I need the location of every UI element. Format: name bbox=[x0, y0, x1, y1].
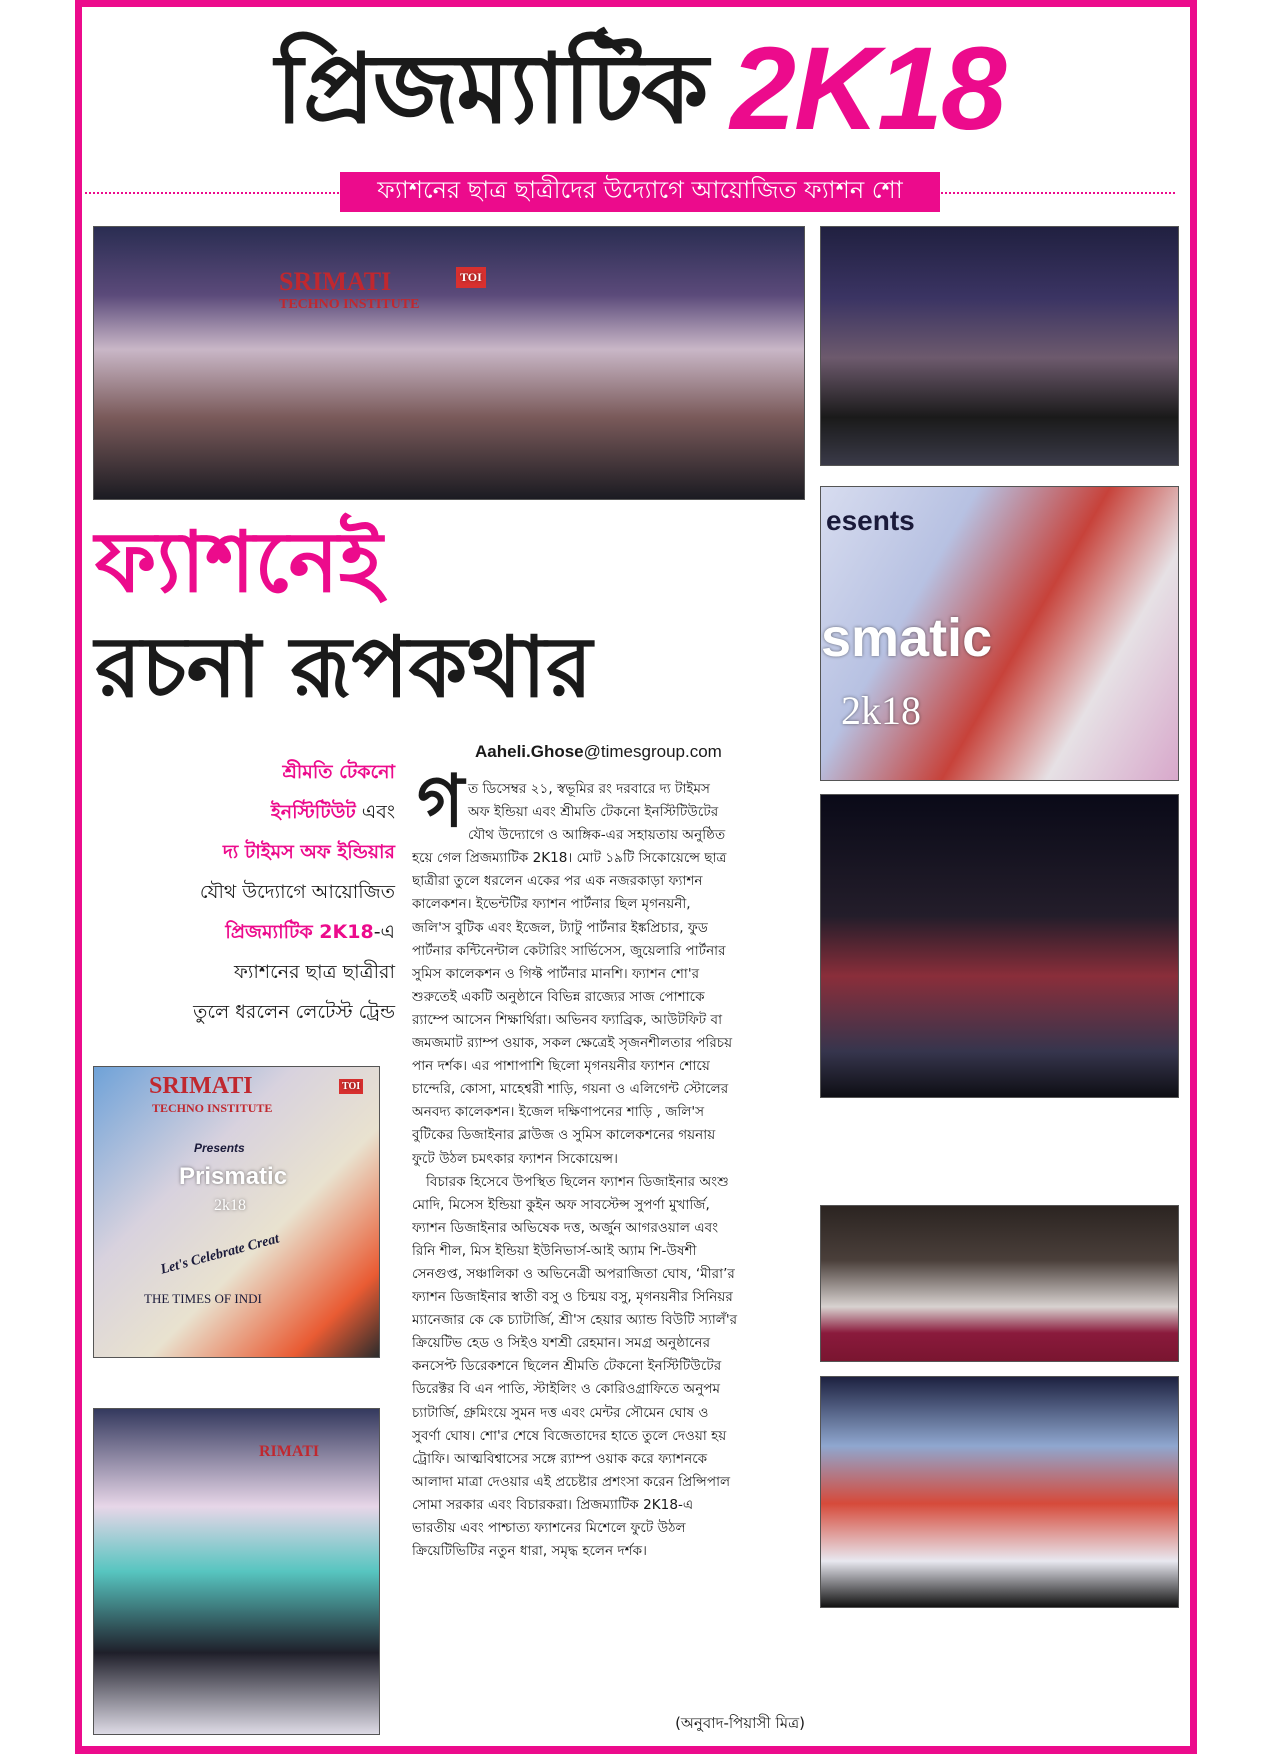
article-line: ফ্যাশন ডিজাইনার অভিষেক দত্ত, অর্জুন আগরওয়াল এবং bbox=[412, 1219, 719, 1236]
deck-text: এবং bbox=[355, 801, 395, 823]
photo-saree-model bbox=[820, 486, 1179, 781]
toi-badge: TOI bbox=[456, 267, 486, 288]
article-line: সুমিস কালেকশন ও গিফ্ট পার্টনার মানশি। ফ্যাশন শো'র bbox=[412, 965, 700, 982]
photo-speaker bbox=[93, 1066, 380, 1358]
headline-line-2: রচনা রূপকথার bbox=[95, 618, 593, 716]
subtitle-banner: ফ্যাশনের ছাত্র ছাত্রীদের উদ্যোগে আয়োজিত ফ্যাশন শো bbox=[340, 172, 940, 212]
photo-walk-three bbox=[93, 1408, 380, 1735]
article-line: র‍্যাম্পে আসেন শিক্ষার্থিরা। অভিনব ফ্যাব্রিক, আউটফিট বা bbox=[412, 1011, 723, 1028]
article-line: ম্যানেজার কে কে চ্যাটার্জি, শ্রী'স হেয়ার অ্যান্ড বিউটি স্যালঁ'র bbox=[412, 1312, 738, 1329]
deck-line bbox=[95, 792, 395, 832]
article-line: সোমা সরকার এবং বিচারকরা। প্রিজম্যাটিক 2K18-এ bbox=[412, 1496, 694, 1513]
byline-user: Aaheli.Ghose bbox=[475, 742, 584, 761]
article-line: কালেকশন। ইভেন্টটির ফ্যাশন পার্টনার ছিল মৃগনয়নী, bbox=[412, 896, 691, 913]
translation-credit: (অনুবাদ-পিয়াসী মিত্র) bbox=[675, 1714, 805, 1732]
article-line: ভারতীয় এবং পাশ্চাত্য ফ্যাশনের মিশেলে ফুটে উঠল bbox=[412, 1520, 686, 1536]
article-line: হয়ে গেল প্রিজম্যাটিক 2K18। মোট ১৯টি সিকোয়েন্সে ছাত্র bbox=[412, 850, 727, 867]
headline-line-1: ফ্যাশনেই bbox=[95, 513, 383, 611]
toi-badge: TOI bbox=[339, 1079, 363, 1094]
article-line: কনসেপ্ট ডিরেকশনে ছিলেন শ্রীমতি টেকনো ইনস্টিটিউটের bbox=[412, 1358, 722, 1375]
byline-domain: @timesgroup.com bbox=[583, 742, 722, 761]
deck-line bbox=[95, 912, 395, 952]
photo-text-presents: Presents bbox=[194, 1141, 245, 1155]
photo-text-prismatic: smatic bbox=[821, 608, 993, 668]
article-line: ক্রিয়েটিভ হেড ও সিইও যশশ্রী রেহমান। সমগ্র অনুষ্ঠানের bbox=[412, 1335, 711, 1352]
masthead-title-2k18: 2K18 bbox=[730, 23, 1005, 155]
photo-runway-line bbox=[820, 226, 1179, 466]
article-line: ডিরেক্টর বি এন পাতি, স্টাইলিং ও কোরিওগ্রাফিতে অনুপম bbox=[412, 1381, 721, 1398]
photo-brand-sub: TECHNO INSTITUTE bbox=[279, 297, 420, 312]
article-line: পার্টনার কন্টিনেন্টাল কেটারিং সার্ভিসেস, জুয়েলারি পার্টনার bbox=[412, 942, 726, 959]
deck-summary bbox=[95, 752, 395, 1032]
article-line: চ্যাটার্জি, গ্রুমিংয়ে সুমন দত্ত এবং মেন্টর সৌমেন ঘোষ ও bbox=[412, 1404, 709, 1421]
article-line: চান্দেরি, কোসা, মাহেশ্বরী শাড়ি, গয়না ও এলিগেন্ট স্টোলের bbox=[412, 1081, 729, 1098]
article-line: ফুটে উঠল চমৎকার ফ্যাশন সিকোয়েন্স। bbox=[412, 1150, 618, 1167]
article-line: সুবর্ণা ঘোষ। শো'র শেষে বিজেতাদের হাতে তুলে দেওয়া হয় bbox=[412, 1427, 727, 1444]
article-line: জমজমাট র‍্যাম্প ওয়াক, সকল ক্ষেত্রেই সৃজনশীলতার পরিচয় bbox=[412, 1035, 733, 1052]
article-line: ট্রোফি। আত্মবিশ্বাসের সঙ্গে র‍্যাম্প ওয়াক করে ফ্যাশনকে bbox=[412, 1450, 708, 1467]
article-line: ত ডিসেম্বর ২১, স্বভূমির রং দরবারে দ্য টাইমস bbox=[468, 781, 710, 797]
photo-text-presents: esents bbox=[826, 505, 915, 536]
article-line: অফ ইন্ডিয়া এবং শ্রীমতি টেকনো ইনস্টিটিউটের bbox=[468, 804, 719, 821]
article-line: পান দর্শক। এর পাশাপাশি ছিলো মৃগনয়নীর ফ্যাশন শোয়ে bbox=[412, 1058, 710, 1075]
photo-text-year: 2k18 bbox=[214, 1197, 246, 1214]
masthead bbox=[110, 14, 1170, 164]
article-line: বুটিকের ডিজাইনার ব্লাউজ ও সুমিস কালেকশনের গয়নায় bbox=[412, 1127, 716, 1144]
article-line: অনবদ্য কালেকশন। ইজেল দক্ষিণাপনের শাড়ি , জলি'স bbox=[412, 1104, 705, 1121]
photo-red-saree-model bbox=[820, 1376, 1179, 1608]
deck-pink-text: ইনস্টিটিউট bbox=[270, 801, 356, 823]
photo-text-toi: THE TIMES OF INDI bbox=[144, 1291, 262, 1306]
masthead-title-bengali: প্রিজম্যাটিক bbox=[275, 33, 707, 145]
article-line: মোদি, মিসেস ইন্ডিয়া কুইন অফ সাবস্টেন্স সুপর্ণা মুখার্জি, bbox=[412, 1196, 710, 1213]
article-line: জলি'স বুটিক এবং ইজেল, ট্যাটু পার্টনার ইঙ্কপ্রিচার, ফুড bbox=[412, 919, 708, 936]
drop-cap: গ bbox=[417, 759, 465, 843]
byline-email bbox=[475, 742, 722, 762]
deck-text: -এ bbox=[373, 921, 395, 943]
article-line: শুরুতেই একটি অনুষ্ঠানে বিভিন্ন রাজ্যের সাজ পোশাকে bbox=[412, 988, 705, 1005]
article-line: ক্রিয়েটিভিটির নতুন ধারা, সমৃদ্ধ হলেন দর্শক। bbox=[412, 1543, 648, 1560]
photo-brand-text: SRIMATI bbox=[149, 1073, 253, 1099]
deck-line: যৌথ উদ্যোগে আয়োজিত bbox=[199, 881, 395, 903]
article-line: যৌথ উদ্যোগে ও আঙ্গিক-এর সহায়তায় অনুষ্ঠিত bbox=[468, 827, 726, 844]
article-line: রিনি শীল, মিস ইন্ডিয়া ইউনিভার্স-আই অ্যাম শি-উষশী bbox=[412, 1242, 697, 1259]
photo-brand-text: SRIMATI bbox=[279, 267, 392, 296]
deck-line: তুলে ধরলেন লেটেস্ট ট্রেন্ড bbox=[193, 1001, 395, 1023]
photo-text-year: 2k18 bbox=[841, 688, 921, 733]
deck-line: শ্রীমতি টেকনো bbox=[282, 761, 395, 783]
deck-line: ফ্যাশনের ছাত্র ছাত্রীরা bbox=[233, 961, 395, 983]
photo-judges-panel bbox=[820, 1205, 1179, 1362]
deck-line: দ্য টাইমস অফ ইন্ডিয়ার bbox=[222, 841, 395, 863]
photo-stage-group bbox=[93, 226, 805, 500]
article-line: সেনগুপ্ত, সঞ্চালিকা ও অভিনেত্রী অপরাজিতা ঘোষ, ‘মীরা’র bbox=[412, 1265, 735, 1282]
article-line: ফ্যাশন ডিজাইনার স্বাতী বসু ও চিন্ময় বসু, মৃগনয়নীর সিনিয়র bbox=[412, 1289, 733, 1306]
article-body bbox=[412, 778, 807, 1563]
photo-brand-text: RIMATI bbox=[259, 1443, 320, 1460]
photo-trio-walk bbox=[820, 794, 1179, 1098]
article-line: বিচারক হিসেবে উপস্থিত ছিলেন ফ্যাশন ডিজাইনার অংশু bbox=[426, 1173, 729, 1190]
article-line: আলাদা মাত্রা দেওয়ার এই প্রচেষ্টার প্রশংসা করেন প্রিন্সিপাল bbox=[412, 1473, 731, 1490]
deck-pink-text: প্রিজম্যাটিক 2K18 bbox=[225, 921, 374, 943]
article-line: ছাত্রীরা তুলে ধরলেন একের পর এক নজরকাড়া ফ্যাশন bbox=[412, 873, 703, 890]
photo-brand-sub: TECHNO INSTITUTE bbox=[152, 1101, 273, 1115]
photo-text-prismatic: Prismatic bbox=[179, 1163, 288, 1190]
photo-text-tagline: Let's Celebrate Creat bbox=[159, 1231, 281, 1278]
